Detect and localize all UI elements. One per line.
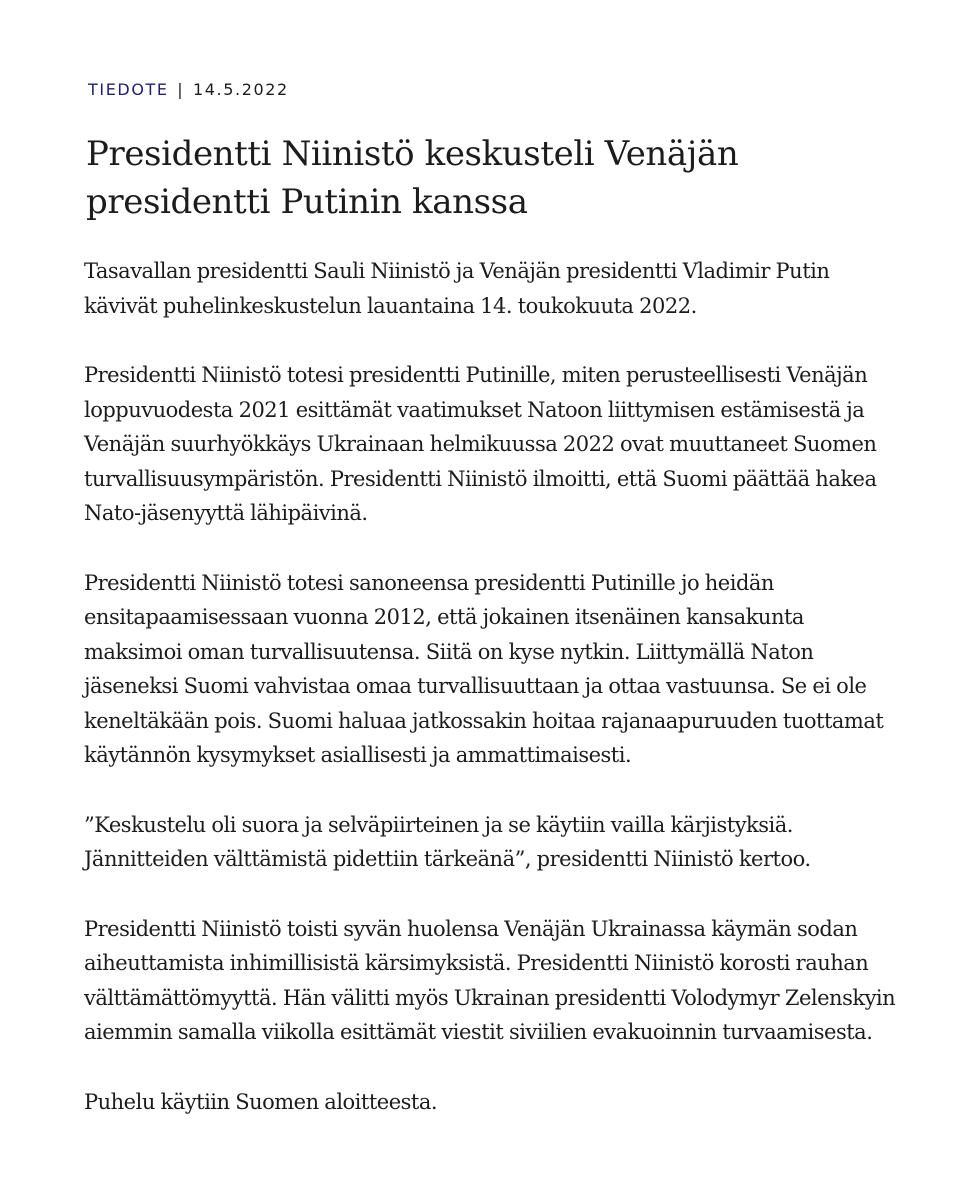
meta-separator: |: [177, 80, 185, 99]
paragraph-3: Presidentti Niinistö totesi sanoneensa presidentti Putinille jo heidän ensitapaamisessaan vuonna 2012, että jokainen itsenäinen kansakunta maksimoi oman turvallisuutensa. Siitä on kyse nytkin. Liittymällä Naton jäseneksi Suomi vahvistaa omaa turvallisuuttaan ja ottaa vastuunsa. Se ei ole keneltäkään pois. Suomi haluaa jatkossakin hoitaa rajanaapuruuden tuottamat käytännön kysymykset asiallisesti ja ammattimaisesti.: [84, 570, 884, 767]
release-meta: [88, 80, 289, 99]
paragraph-2: Presidentti Niinistö totesi presidentti Putinille, miten perusteellisesti Venäjän loppuvuodesta 2021 esittämät vaatimukset Natoon liittymisen estämisestä ja Venäjän suurhyökkäys Ukrainaan helmikuussa 2022 ovat muuttaneet Suomen turvallisuusympäristön. Presidentti Niinistö ilmoitti, että Suomi päättää hakea Nato-jäsenyyttä lähipäivinä.: [84, 363, 877, 525]
release-date: 14.5.2022: [192, 80, 289, 99]
page-title: Presidentti Niinistö keskusteli Venäjän presidentti Putinin kanssa: [86, 134, 739, 222]
article-body: [84, 254, 896, 1154]
paragraph-4: ”Keskustelu oli suora ja selväpiirteinen ja se käytiin vailla kärjistyksiä. Jännitteiden välttämistä pidettiin tärkeänä”, presidentti Niinistö kertoo.: [84, 812, 811, 871]
paragraph-6: Puhelu käytiin Suomen aloitteesta.: [84, 1089, 438, 1114]
paragraph-5: Presidentti Niinistö toisti syvän huolensa Venäjän Ukrainassa käymän sodan aiheuttamista inhimillisistä kärsimyksistä. Presidentti Niinistö korosti rauhan välttämättömyyttä. Hän välitti myös Ukrainan presidentti Volodymyr Zelenskyin aiemmin samalla viikolla esittämät viestit siviilien evakuoinnin turvaamisesta.: [84, 916, 896, 1044]
release-type-label: TIEDOTE: [88, 80, 169, 99]
paragraph-1: Tasavallan presidentti Sauli Niinistö ja Venäjän presidentti Vladimir Putin kävivät puhelinkeskustelun lauantaina 14. toukokuuta 2022.: [84, 259, 830, 318]
